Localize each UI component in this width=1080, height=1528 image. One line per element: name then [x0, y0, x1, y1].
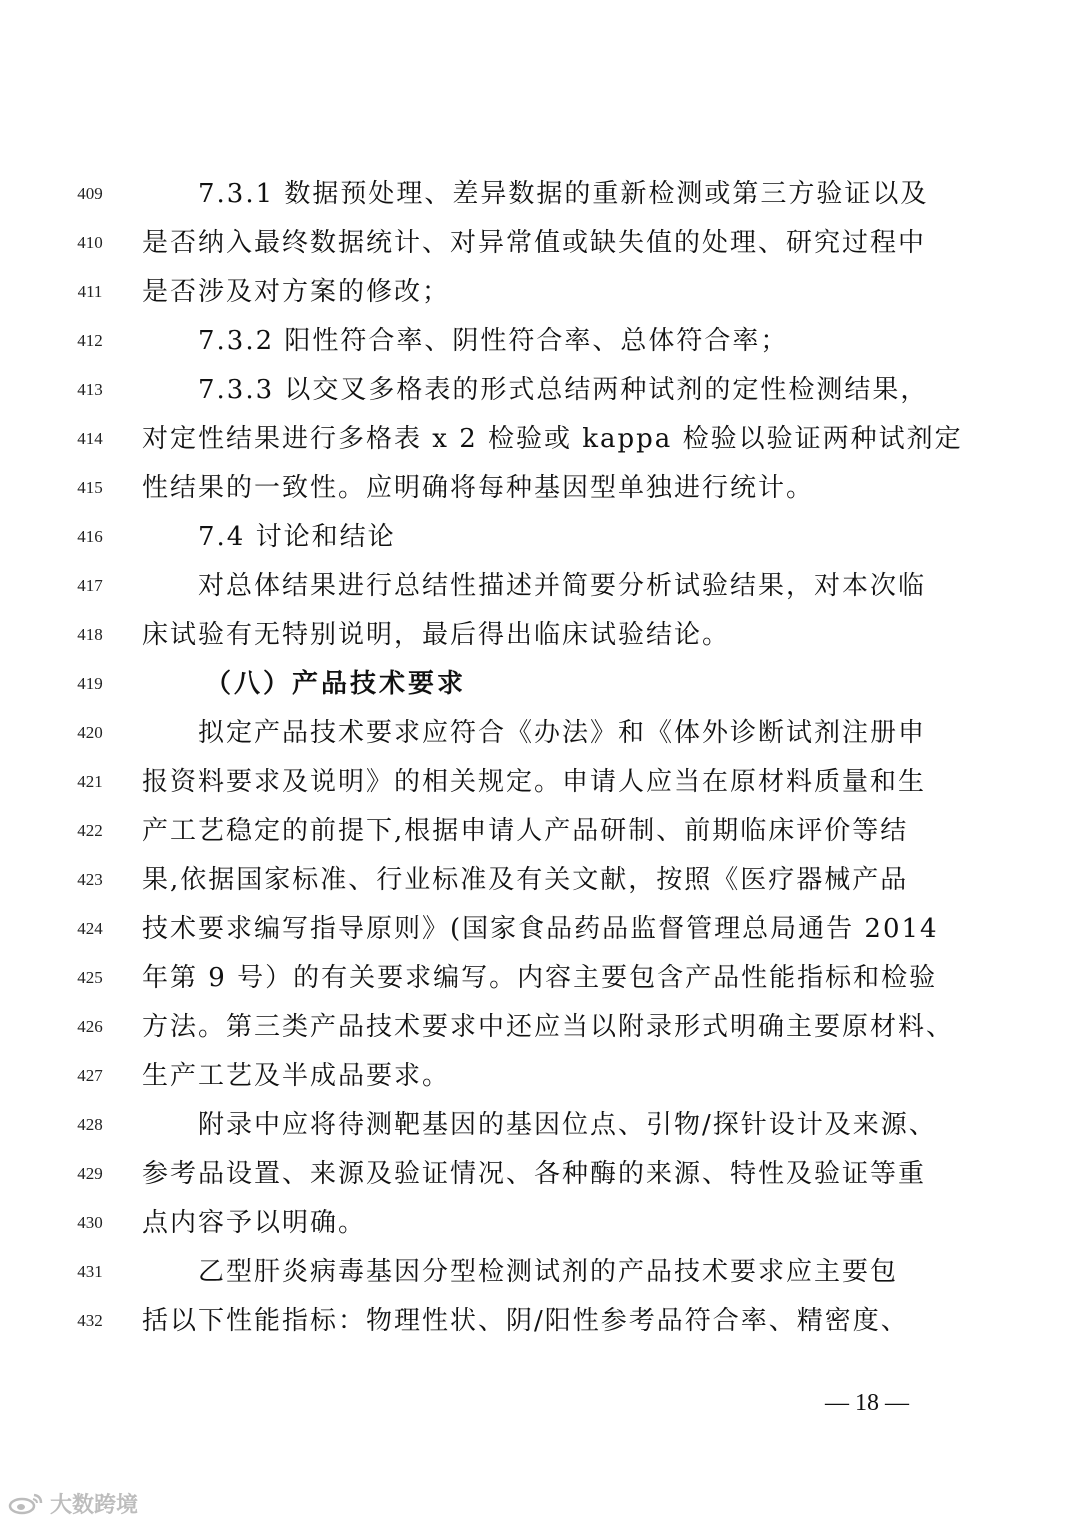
- document-line: [0, 1252, 1080, 1292]
- document-line: [0, 1007, 1080, 1047]
- line-text: 附录中应将待测靶基因的基因位点、引物/探针设计及来源、: [198, 1110, 937, 1140]
- document-line: [0, 762, 1080, 802]
- line-number: 428: [77, 1115, 103, 1134]
- line-number: 423: [77, 870, 103, 889]
- watermark: [8, 1488, 138, 1518]
- document-line: [0, 174, 1080, 214]
- line-text: 对总体结果进行总结性描述并简要分析试验结果，对本次临: [198, 571, 927, 601]
- line-number: 412: [77, 331, 103, 350]
- line-text: 性结果的一致性。应明确将每种基因型单独进行统计。: [142, 473, 815, 503]
- line-number: 418: [77, 625, 103, 644]
- document-line: [0, 1301, 1080, 1341]
- document-line: [0, 909, 1080, 949]
- document-line: [0, 517, 1080, 557]
- section-heading: （八）产品技术要求: [205, 669, 467, 699]
- document-line: [0, 566, 1080, 606]
- line-text: 年第 9 号）的有关要求编写。内容主要包含产品性能指标和检验: [142, 963, 938, 993]
- line-text: 7.3.3 以交叉多格表的形式总结两种试剂的定性检测结果，: [198, 375, 929, 405]
- line-number: 409: [77, 184, 103, 203]
- line-number: 431: [77, 1262, 103, 1281]
- document-line: [0, 1154, 1080, 1194]
- line-number: 415: [77, 478, 103, 497]
- document-line: [0, 1056, 1080, 1096]
- weibo-logo-icon: [8, 1491, 44, 1515]
- line-number: 422: [77, 821, 103, 840]
- line-number: 425: [77, 968, 103, 987]
- document-line: [0, 1203, 1080, 1243]
- line-text: 括以下性能指标：物理性状、阴/阳性参考品符合率、精密度、: [142, 1306, 909, 1336]
- document-line: [0, 419, 1080, 459]
- line-number: 414: [77, 429, 103, 448]
- document-line: [0, 370, 1080, 410]
- line-number: 420: [77, 723, 103, 742]
- line-text: 方法。第三类产品技术要求中还应当以附录形式明确主要原材料、: [142, 1012, 955, 1042]
- line-text: 技术要求编写指导原则》(国家食品药品监督管理总局通告 2014: [142, 914, 939, 944]
- document-line: [0, 713, 1080, 753]
- line-text: 是否纳入最终数据统计、对异常值或缺失值的处理、研究过程中: [142, 228, 927, 258]
- line-number: 419: [77, 674, 103, 693]
- line-number: 427: [77, 1066, 103, 1085]
- page-number: — 18 —: [825, 1390, 909, 1416]
- line-text: 果,依据国家标准、行业标准及有关文献，按照《医疗器械产品: [142, 865, 909, 895]
- line-number: 432: [77, 1311, 103, 1330]
- line-number: 429: [77, 1164, 103, 1183]
- line-number: 421: [77, 772, 103, 791]
- line-number: 426: [77, 1017, 103, 1036]
- document-line: [0, 468, 1080, 508]
- line-text: 产工艺稳定的前提下,根据申请人产品研制、前期临床评价等结: [142, 816, 909, 846]
- line-text: 7.3.2 阳性符合率、阴性符合率、总体符合率；: [198, 326, 789, 356]
- line-number: 416: [77, 527, 103, 546]
- document-line: [0, 615, 1080, 655]
- document-line: [0, 1105, 1080, 1145]
- line-text: 点内容予以明确。: [142, 1208, 367, 1238]
- document-line: [0, 272, 1080, 312]
- line-number: 417: [77, 576, 103, 595]
- document-line: [0, 811, 1080, 851]
- line-text: 报资料要求及说明》的相关规定。申请人应当在原材料质量和生: [142, 767, 927, 797]
- document-line: [0, 321, 1080, 361]
- line-text: 生产工艺及半成品要求。: [142, 1061, 451, 1091]
- line-number: 413: [77, 380, 103, 399]
- line-text: 7.3.1 数据预处理、差异数据的重新检测或第三方验证以及: [198, 179, 929, 209]
- document-line: [0, 223, 1080, 263]
- line-number: 424: [77, 919, 103, 938]
- document-line: [0, 958, 1080, 998]
- line-text: 床试验有无特别说明，最后得出临床试验结论。: [142, 620, 731, 650]
- section-heading: 7.4 讨论和结论: [198, 522, 396, 552]
- document-line: [0, 664, 1080, 704]
- line-number: 411: [77, 282, 103, 301]
- line-text: 是否涉及对方案的修改；: [142, 277, 451, 307]
- line-number: 410: [77, 233, 103, 252]
- line-text: 参考品设置、来源及验证情况、各种酶的来源、特性及验证等重: [142, 1159, 927, 1189]
- document-line: [0, 860, 1080, 900]
- line-text: 拟定产品技术要求应符合《办法》和《体外诊断试剂注册申: [198, 718, 927, 748]
- line-text: 对定性结果进行多格表 x 2 检验或 kappa 检验以验证两种试剂定: [142, 424, 963, 454]
- watermark-text: 大数跨境: [50, 1492, 139, 1518]
- line-number: 430: [77, 1213, 103, 1232]
- line-text: 乙型肝炎病毒基因分型检测试剂的产品技术要求应主要包: [198, 1257, 899, 1287]
